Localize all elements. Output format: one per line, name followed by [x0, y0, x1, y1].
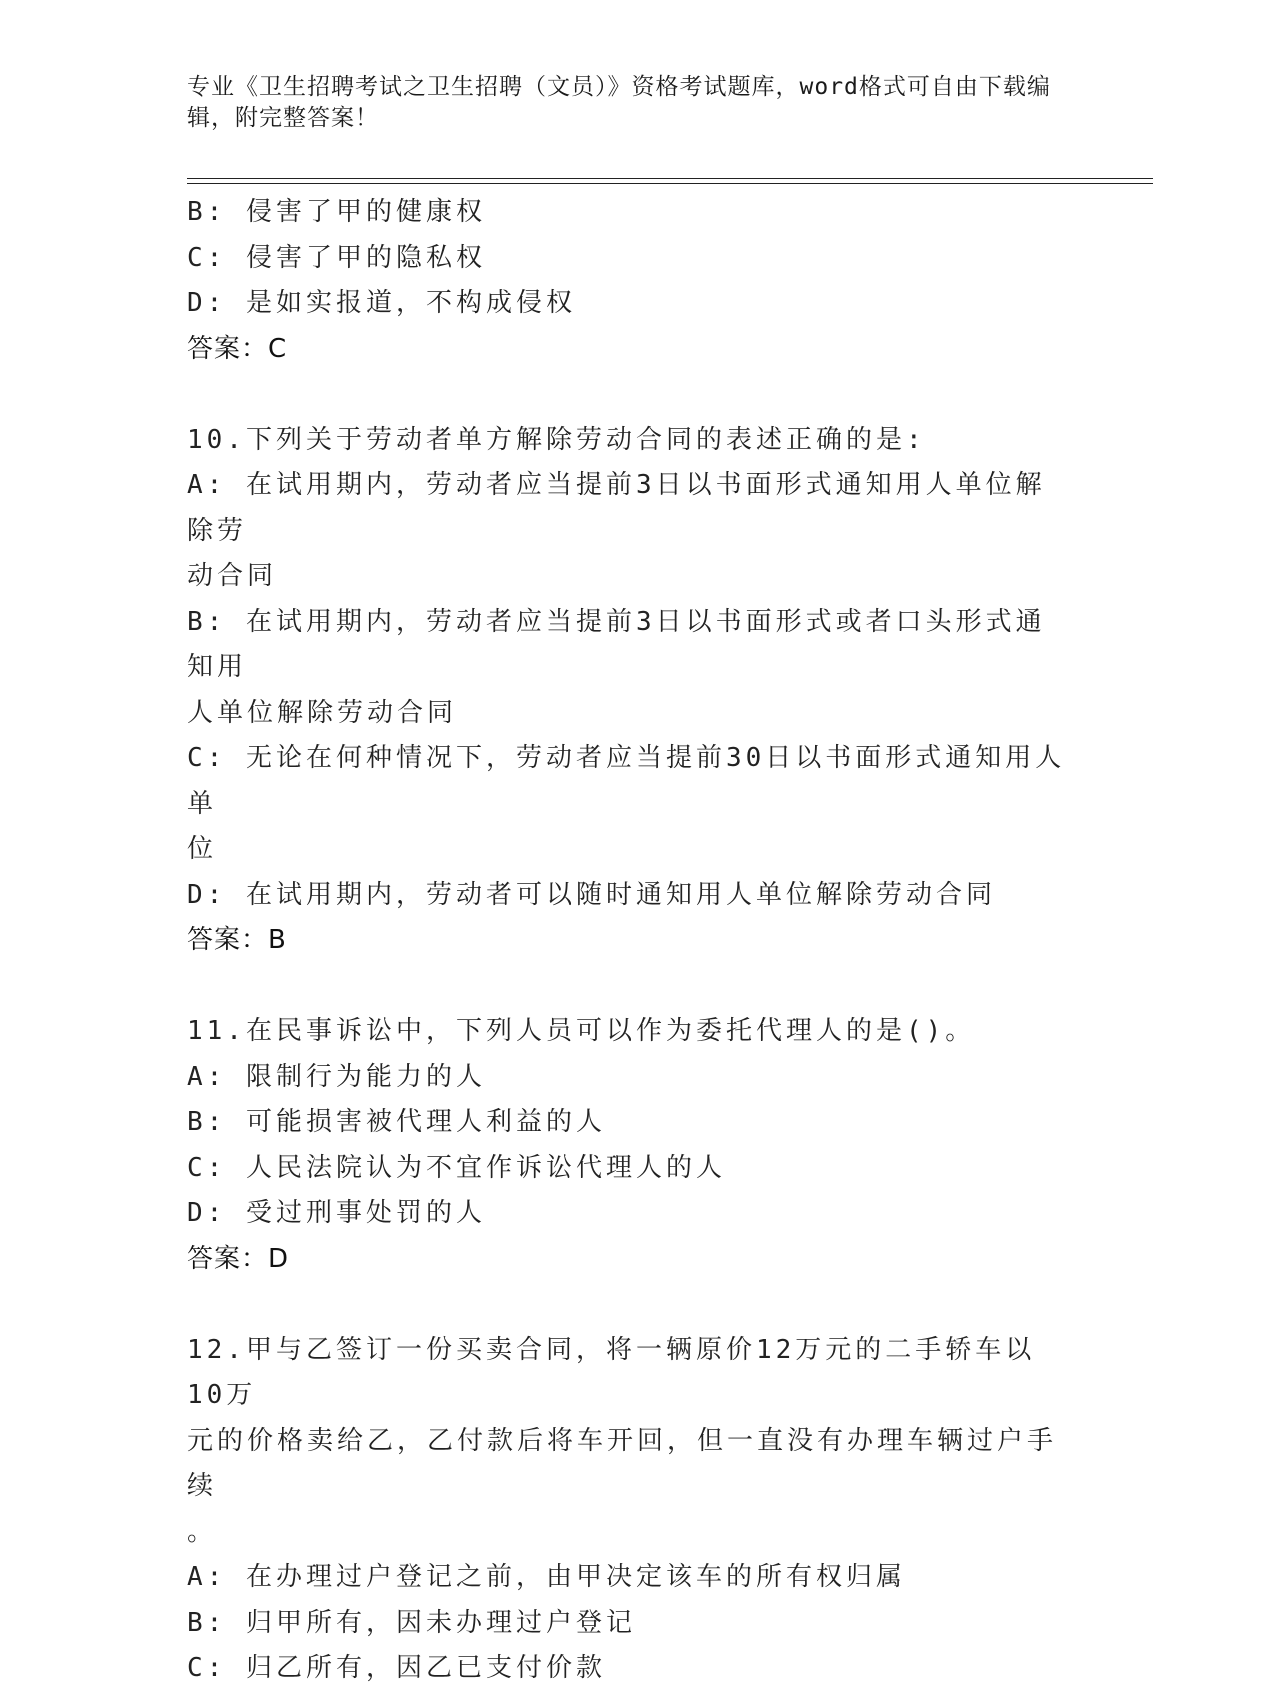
answer: 答案：C — [187, 333, 288, 364]
option-d: D: 是如实报道，不构成侵权 — [187, 288, 576, 318]
option-a: A: 在办理过户登记之前，由甲决定该车的所有权归属 — [187, 1562, 906, 1592]
option-c: C: 归乙所有，因乙已支付价款 — [187, 1653, 606, 1683]
question-11 — [187, 1009, 1067, 1282]
question-9 — [187, 190, 1067, 372]
option-c: C: 人民法院认为不宜作诉讼代理人的人 — [187, 1152, 726, 1183]
header-divider-bottom — [187, 183, 1153, 184]
question-text: 11.在民事诉讼中，下列人员可以作为委托代理人的是()。 — [187, 1016, 976, 1046]
question-text-continued: 元的价格卖给乙，乙付款后将车开回，但一直没有办理车辆过户手续 — [187, 1425, 1058, 1501]
option-b-continued: 人单位解除劳动合同 — [187, 697, 458, 728]
question-text: 10.下列关于劳动者单方解除劳动合同的表述正确的是: — [187, 424, 926, 455]
question-list — [187, 190, 1067, 1692]
option-b: B: 归甲所有，因未办理过户登记 — [187, 1607, 636, 1638]
document-header: 专业《卫生招聘考试之卫生招聘（文员）》资格考试题库，word格式可自由下载编辑，附完整答案！ — [187, 74, 1051, 131]
spacer — [187, 1282, 1067, 1328]
option-a-continued: 动合同 — [187, 561, 278, 591]
answer: 答案：B — [187, 925, 287, 955]
question-text: 12.甲与乙签订一份买卖合同，将一辆原价12万元的二手轿车以10万 — [187, 1334, 1036, 1410]
option-a: A: 在试用期内，劳动者应当提前3日以书面形式通知用人单位解除劳 — [187, 470, 1046, 546]
answer: 答案：D — [187, 1243, 290, 1274]
option-b: B: 侵害了甲的健康权 — [187, 197, 486, 227]
option-c: C: 无论在何种情况下，劳动者应当提前30日以书面形式通知用人单 — [187, 743, 1066, 819]
option-c: C: 侵害了甲的隐私权 — [187, 242, 486, 273]
question-12 — [187, 1328, 1067, 1692]
question-text-continued: 。 — [187, 1516, 218, 1547]
option-b: B: 在试用期内，劳动者应当提前3日以书面形式或者口头形式通知用 — [187, 606, 1046, 682]
spacer — [187, 372, 1067, 418]
option-c-continued: 位 — [187, 834, 218, 864]
option-b: B: 可能损害被代理人利益的人 — [187, 1107, 606, 1137]
option-a: A: 限制行为能力的人 — [187, 1061, 486, 1092]
option-d: D: 在试用期内，劳动者可以随时通知用人单位解除劳动合同 — [187, 879, 996, 910]
header-divider-top — [187, 178, 1153, 179]
option-d: D: 受过刑事处罚的人 — [187, 1198, 486, 1228]
question-10 — [187, 418, 1067, 964]
spacer — [187, 964, 1067, 1010]
